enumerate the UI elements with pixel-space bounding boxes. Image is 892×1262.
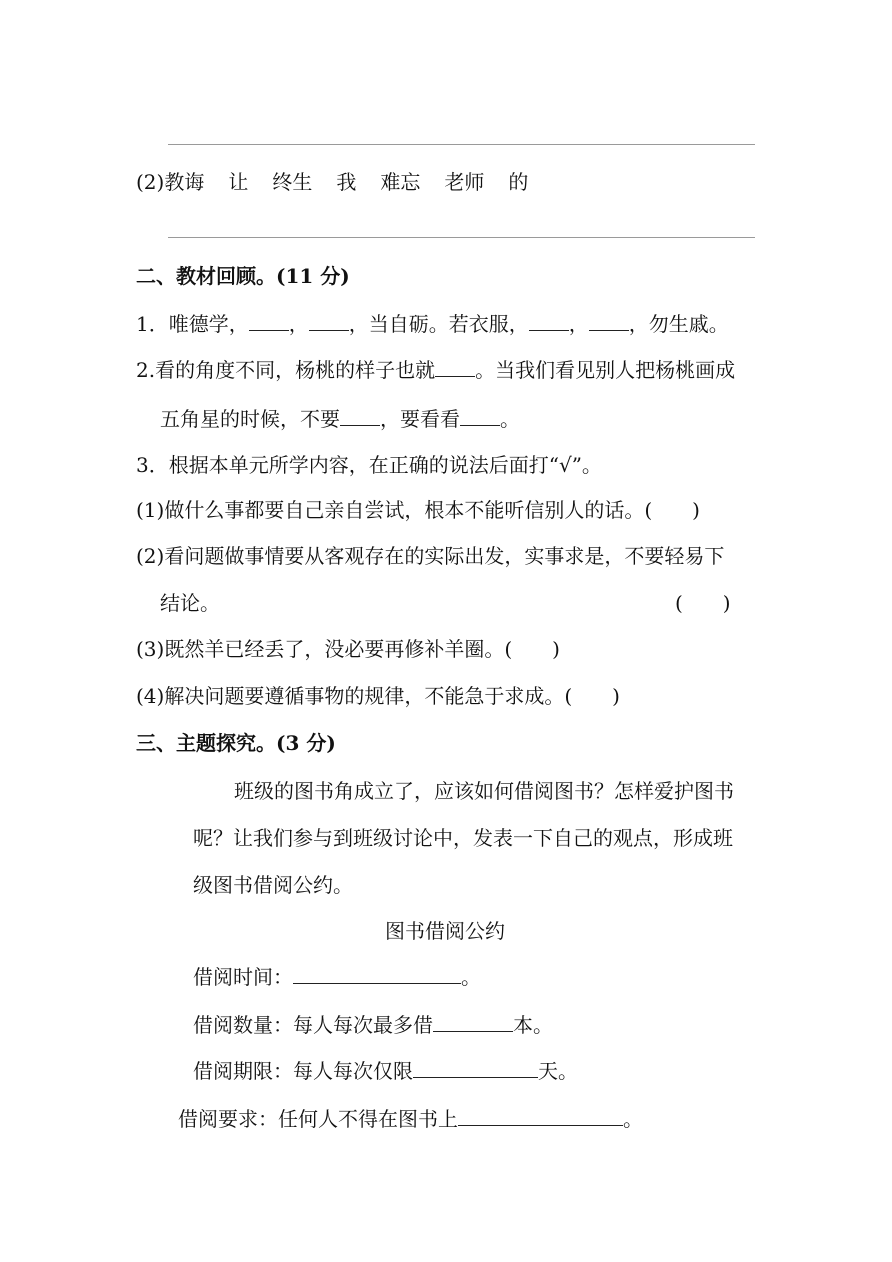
section-2-heading: 二、教材回顾。(11 分)	[136, 264, 350, 288]
borrow-time	[193, 962, 481, 992]
fill-blank[interactable]	[460, 407, 500, 426]
borrow-period	[193, 1056, 578, 1086]
word-card: 教诲	[164, 170, 205, 194]
field-label: 借阅数量：每人每次最多借	[193, 1013, 433, 1037]
word-card: 让	[228, 170, 249, 194]
answer-line-1	[168, 144, 755, 145]
fill-blank[interactable]	[435, 358, 475, 377]
borrow-requirement	[178, 1104, 643, 1134]
q2-1-text: ，勿生戚。	[628, 312, 729, 336]
judge-item-3: (3)既然羊已经丢了，没必要再修补羊圈。( )	[136, 637, 560, 661]
fill-blank[interactable]	[309, 312, 349, 331]
convention-title: 图书借阅公约	[385, 919, 505, 943]
field-end: 。	[461, 965, 481, 989]
fill-blank[interactable]	[340, 407, 380, 426]
intro-line-3: 级图书借阅公约。	[193, 873, 353, 897]
word-card: 老师	[444, 170, 485, 194]
judge-item-1: (1)做什么事都要自己亲自尝试，根本不能听信别人的话。( )	[136, 498, 700, 522]
fill-blank[interactable]	[413, 1059, 538, 1078]
q2-2-line-2	[160, 404, 520, 434]
word-card: 的	[508, 170, 529, 194]
q2-1-text: 1．唯德学，	[136, 312, 249, 336]
judge-item-2-line-1: (2)看问题做事情要从客观存在的实际出发，实事求是，不要轻易下	[136, 544, 725, 568]
q2-3-stem: 3．根据本单元所学内容，在正确的说法后面打“√”。	[136, 453, 602, 477]
q1-item-2	[136, 167, 528, 197]
word-card: 终生	[272, 170, 313, 194]
field-label: 借阅期限：每人每次仅限	[193, 1059, 413, 1083]
q2-1-text: ，	[568, 312, 589, 336]
field-label: 借阅时间：	[193, 965, 293, 989]
q2-2-text: 。	[500, 407, 520, 431]
q2-1	[136, 309, 729, 339]
q2-2-text: 五角星的时候，不要	[160, 407, 340, 431]
q2-2-text: 。当我们看见别人把杨桃画成	[475, 358, 736, 382]
fill-blank[interactable]	[293, 965, 461, 984]
intro-line-1: 班级的图书角成立了，应该如何借阅图书？怎样爱护图书	[234, 779, 734, 803]
section-3-heading: 三、主题探究。(3 分)	[136, 731, 336, 755]
fill-blank[interactable]	[249, 312, 289, 331]
borrow-count	[193, 1010, 553, 1040]
answer-line-2	[168, 237, 755, 238]
q2-1-text: ，	[288, 312, 309, 336]
fill-blank[interactable]	[589, 312, 629, 331]
fill-blank[interactable]	[529, 312, 569, 331]
judge-item-4: (4)解决问题要遵循事物的规律，不能急于求成。( )	[136, 684, 620, 708]
q2-2-text: ，要看看	[380, 407, 460, 431]
word-card: 难忘	[380, 170, 421, 194]
q2-2-line-1	[136, 355, 735, 385]
fill-blank[interactable]	[458, 1107, 623, 1126]
intro-line-2: 呢？让我们参与到班级讨论中，发表一下自己的观点，形成班	[193, 826, 733, 850]
word-card: 我	[336, 170, 357, 194]
judge-item-2-line-2: 结论。	[160, 591, 220, 615]
item-number: (2)	[136, 170, 165, 194]
field-end: 本。	[513, 1013, 553, 1037]
judge-item-2-paren[interactable]: ( )	[675, 591, 731, 615]
q2-2-text: 2.看的角度不同，杨桃的样子也就	[136, 358, 436, 382]
field-end: 。	[623, 1107, 643, 1131]
field-end: 天。	[538, 1059, 578, 1083]
q2-1-text: ，当自砺。若衣服，	[348, 312, 529, 336]
fill-blank[interactable]	[433, 1013, 513, 1032]
field-label: 借阅要求：任何人不得在图书上	[178, 1107, 458, 1131]
